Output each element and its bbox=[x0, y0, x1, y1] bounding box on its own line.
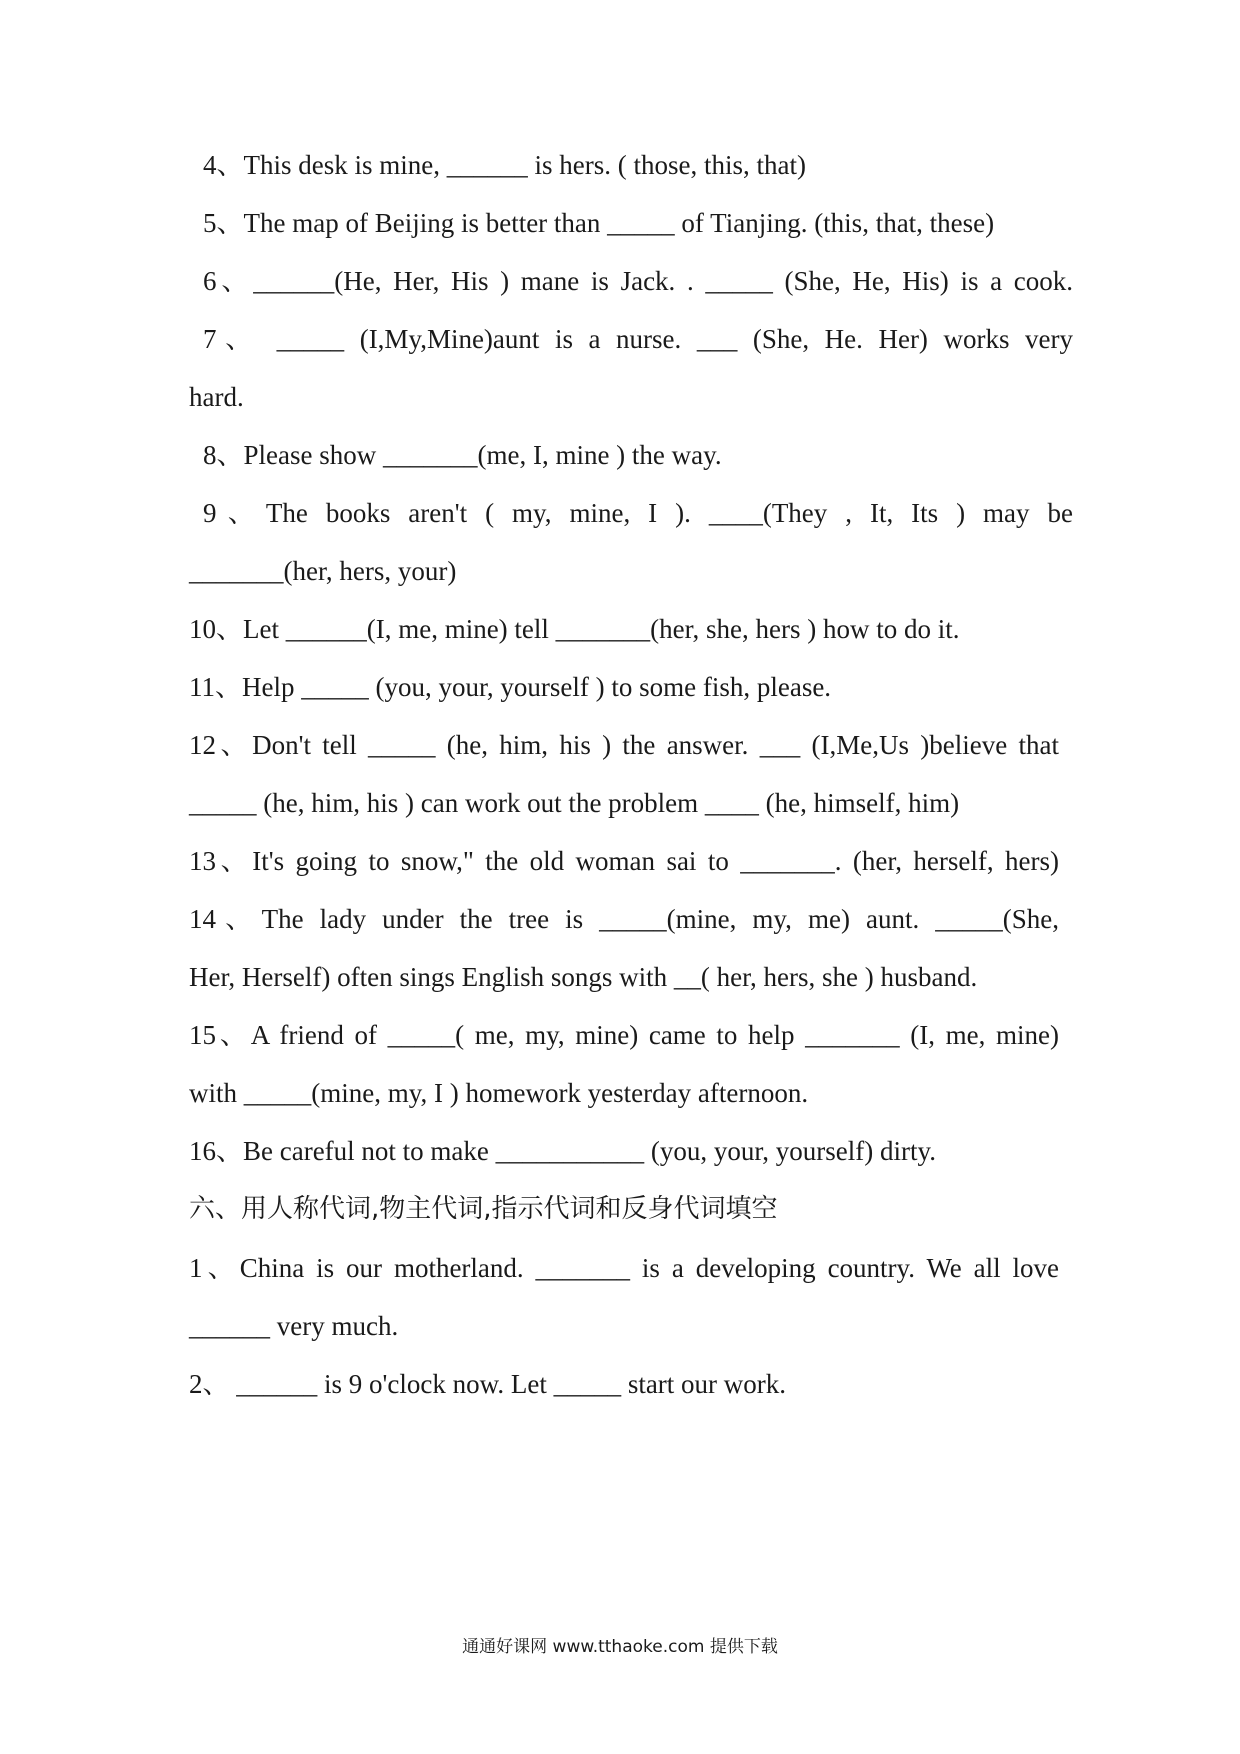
question-10: 10、Let ______(I, me, mine) tell _______(her, she, hers ) how to do it. bbox=[189, 614, 960, 644]
page-footer: 通通好课网 www.tthaoke.com 提供下载 bbox=[462, 1637, 778, 1657]
question-15: 15、A friend of _____( me, my, mine) came to help _______ (I, me, mine) bbox=[189, 1020, 1059, 1050]
section-heading: 六、用人称代词,物主代词,指示代词和反身代词填空 bbox=[189, 1194, 778, 1224]
question-4: 4、This desk is mine, ______ is hers. ( those, this, that) bbox=[203, 150, 806, 180]
question-15-continued: with _____(mine, my, I ) homework yesterday afternoon. bbox=[189, 1078, 809, 1108]
question-7-continued: hard. bbox=[189, 382, 244, 412]
question-12-continued: _____ (he, him, his ) can work out the problem ____ (he, himself, him) bbox=[189, 788, 960, 818]
question-11: 11、Help _____ (you, your, yourself ) to some fish, please. bbox=[189, 672, 832, 702]
question-12: 12、Don't tell _____ (he, him, his ) the answer. ___ (I,Me,Us )believe that bbox=[189, 730, 1059, 760]
question-7: 7、 _____ (I,My,Mine)aunt is a nurse. ___ (She, He. Her) works very bbox=[203, 324, 1073, 354]
question-13: 13、It's going to snow," the old woman sai to _______. (her, herself, hers) bbox=[189, 846, 1059, 876]
question-6: 6、______(He, Her, His ) mane is Jack. . _____ (She, He, His) is a cook. bbox=[203, 266, 1073, 296]
question-9: 9、The books aren't ( my, mine, I ). ____(They , It, Its ) may be bbox=[203, 498, 1073, 528]
section-question-1-continued: ______ very much. bbox=[189, 1311, 399, 1341]
question-5: 5、The map of Beijing is better than _____ of Tianjing. (this, that, these) bbox=[203, 208, 995, 238]
question-14: 14、The lady under the tree is _____(mine, my, me) aunt. _____(She, bbox=[189, 904, 1059, 934]
question-9-continued: _______(her, hers, your) bbox=[189, 556, 457, 586]
question-8: 8、Please show _______(me, I, mine ) the way. bbox=[203, 440, 722, 470]
question-16: 16、Be careful not to make ___________ (you, your, yourself) dirty. bbox=[189, 1136, 937, 1166]
section-question-2: 2、 ______ is 9 o'clock now. Let _____ start our work. bbox=[189, 1369, 787, 1399]
question-14-continued: Her, Herself) often sings English songs with __( her, hers, she ) husband. bbox=[189, 962, 978, 992]
section-question-1: 1、China is our motherland. _______ is a developing country. We all love bbox=[189, 1253, 1059, 1283]
